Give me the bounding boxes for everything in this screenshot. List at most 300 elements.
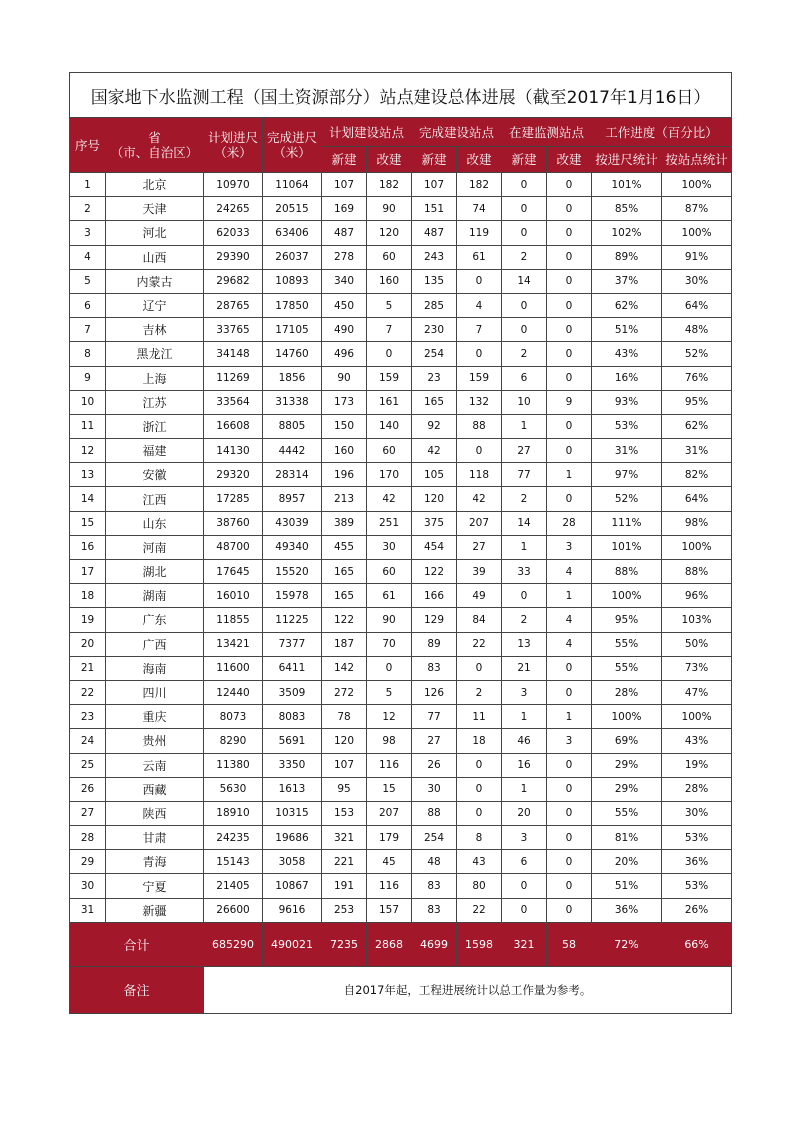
- table-cell: 16: [502, 753, 547, 777]
- table-cell: 0: [367, 656, 412, 680]
- note-row: [70, 966, 732, 1013]
- table-cell: 0: [547, 874, 592, 898]
- province-cell: 湖北: [106, 560, 204, 584]
- total-cell: 1598: [457, 922, 502, 966]
- header-plan-sites: 计划建设站点: [322, 118, 412, 147]
- table-cell: 0: [547, 680, 592, 704]
- table-cell: 33564: [204, 390, 263, 414]
- table-cell: 27: [502, 439, 547, 463]
- table-cell: 111%: [592, 511, 662, 535]
- table-row: [70, 898, 732, 922]
- table-cell: 29: [70, 850, 106, 874]
- table-cell: 20515: [263, 197, 322, 221]
- table-cell: 30: [412, 777, 457, 801]
- table-cell: 90: [367, 608, 412, 632]
- table-cell: 16608: [204, 414, 263, 438]
- table-cell: 29%: [592, 753, 662, 777]
- table-cell: 8957: [263, 487, 322, 511]
- table-cell: 122: [412, 560, 457, 584]
- table-cell: 93%: [592, 390, 662, 414]
- table-cell: 27: [412, 729, 457, 753]
- table-cell: 10315: [263, 801, 322, 825]
- table-cell: 455: [322, 535, 367, 559]
- table-cell: 0: [457, 753, 502, 777]
- province-cell: 新疆: [106, 898, 204, 922]
- table-row: [70, 342, 732, 366]
- table-cell: 1856: [263, 366, 322, 390]
- table-cell: 5: [70, 269, 106, 293]
- table-row: [70, 850, 732, 874]
- table-cell: 90: [367, 197, 412, 221]
- table-cell: 159: [457, 366, 502, 390]
- table-cell: 0: [547, 826, 592, 850]
- total-label: 合计: [70, 922, 204, 966]
- table-cell: 0: [502, 293, 547, 317]
- table-cell: 39: [457, 560, 502, 584]
- province-cell: 甘肃: [106, 826, 204, 850]
- table-cell: 100%: [662, 173, 732, 197]
- table-cell: 23: [70, 705, 106, 729]
- table-cell: 389: [322, 511, 367, 535]
- table-cell: 42: [457, 487, 502, 511]
- header-province-line1: 省: [148, 130, 161, 145]
- table-row: [70, 584, 732, 608]
- table-cell: 0: [502, 197, 547, 221]
- table-cell: 88: [457, 414, 502, 438]
- table-cell: 5: [367, 680, 412, 704]
- table-cell: 1: [502, 414, 547, 438]
- table-cell: 142: [322, 656, 367, 680]
- table-cell: 10: [70, 390, 106, 414]
- table-row: [70, 245, 732, 269]
- table-cell: 4: [70, 245, 106, 269]
- table-cell: 182: [367, 173, 412, 197]
- table-row: [70, 729, 732, 753]
- table-cell: 15143: [204, 850, 263, 874]
- table-cell: 10: [502, 390, 547, 414]
- table-cell: 84: [457, 608, 502, 632]
- table-cell: 375: [412, 511, 457, 535]
- table-cell: 21405: [204, 874, 263, 898]
- table-cell: 45: [367, 850, 412, 874]
- table-cell: 30: [367, 535, 412, 559]
- table-cell: 24265: [204, 197, 263, 221]
- table-cell: 46: [502, 729, 547, 753]
- table-cell: 15: [70, 511, 106, 535]
- table-cell: 60: [367, 439, 412, 463]
- table-cell: 0: [547, 850, 592, 874]
- table-cell: 105: [412, 463, 457, 487]
- table-cell: 2: [502, 608, 547, 632]
- progress-sheet: [69, 72, 731, 1014]
- table-cell: 19686: [263, 826, 322, 850]
- table-cell: 230: [412, 318, 457, 342]
- table-cell: 90: [322, 366, 367, 390]
- table-cell: 7: [457, 318, 502, 342]
- header-by-length: 按进尺统计: [592, 147, 662, 173]
- table-cell: 107: [322, 173, 367, 197]
- table-cell: 4: [547, 608, 592, 632]
- table-row: [70, 269, 732, 293]
- table-cell: 157: [367, 898, 412, 922]
- table-cell: 31: [70, 898, 106, 922]
- table-cell: 14: [502, 269, 547, 293]
- province-cell: 江苏: [106, 390, 204, 414]
- header-building-rebuild: 改建: [547, 147, 592, 173]
- table-cell: 10970: [204, 173, 263, 197]
- table-cell: 0: [547, 342, 592, 366]
- table-cell: 88%: [592, 560, 662, 584]
- table-cell: 34148: [204, 342, 263, 366]
- header-seq: 序号: [70, 118, 106, 173]
- table-cell: 26600: [204, 898, 263, 922]
- table-cell: 29%: [592, 777, 662, 801]
- table-cell: 14: [502, 511, 547, 535]
- table-row: [70, 463, 732, 487]
- header-done-length: [263, 118, 322, 173]
- table-cell: 4: [547, 560, 592, 584]
- table-cell: 31%: [592, 439, 662, 463]
- table-cell: 17645: [204, 560, 263, 584]
- table-cell: 102%: [592, 221, 662, 245]
- table-cell: 11: [457, 705, 502, 729]
- table-cell: 1: [70, 173, 106, 197]
- table-cell: 48700: [204, 535, 263, 559]
- table-cell: 26%: [662, 898, 732, 922]
- table-cell: 160: [367, 269, 412, 293]
- table-cell: 76%: [662, 366, 732, 390]
- table-cell: 150: [322, 414, 367, 438]
- table-cell: 187: [322, 632, 367, 656]
- table-cell: 2: [502, 245, 547, 269]
- table-cell: 33: [502, 560, 547, 584]
- table-cell: 7: [367, 318, 412, 342]
- table-cell: 28: [547, 511, 592, 535]
- table-cell: 29320: [204, 463, 263, 487]
- table-cell: 74: [457, 197, 502, 221]
- table-cell: 107: [412, 173, 457, 197]
- table-cell: 100%: [592, 705, 662, 729]
- table-cell: 4: [457, 293, 502, 317]
- table-cell: 0: [502, 221, 547, 245]
- total-cell: 7235: [322, 922, 367, 966]
- table-cell: 140: [367, 414, 412, 438]
- table-cell: 160: [322, 439, 367, 463]
- table-cell: 96%: [662, 584, 732, 608]
- table-cell: 1: [547, 705, 592, 729]
- table-cell: 97%: [592, 463, 662, 487]
- note-text: 自2017年起，工程进展统计以总工作量为参考。: [204, 966, 732, 1013]
- table-cell: 166: [412, 584, 457, 608]
- province-cell: 湖南: [106, 584, 204, 608]
- table-cell: 119: [457, 221, 502, 245]
- table-cell: 5691: [263, 729, 322, 753]
- table-cell: 27: [70, 801, 106, 825]
- table-cell: 88: [412, 801, 457, 825]
- table-cell: 43: [457, 850, 502, 874]
- table-cell: 0: [547, 197, 592, 221]
- table-cell: 61: [367, 584, 412, 608]
- total-cell: 66%: [662, 922, 732, 966]
- table-cell: 83: [412, 874, 457, 898]
- table-cell: 0: [457, 342, 502, 366]
- table-cell: 1: [502, 777, 547, 801]
- table-cell: 69%: [592, 729, 662, 753]
- province-cell: 广东: [106, 608, 204, 632]
- table-row: [70, 439, 732, 463]
- table-row: [70, 705, 732, 729]
- province-cell: 浙江: [106, 414, 204, 438]
- table-cell: 14: [70, 487, 106, 511]
- table-cell: 207: [457, 511, 502, 535]
- table-cell: 26037: [263, 245, 322, 269]
- table-cell: 0: [547, 366, 592, 390]
- table-cell: 0: [547, 898, 592, 922]
- table-cell: 43%: [592, 342, 662, 366]
- table-cell: 8073: [204, 705, 263, 729]
- table-cell: 28314: [263, 463, 322, 487]
- table-cell: 6: [502, 366, 547, 390]
- table-cell: 165: [322, 584, 367, 608]
- table-cell: 3: [502, 826, 547, 850]
- province-cell: 山西: [106, 245, 204, 269]
- table-cell: 1: [502, 705, 547, 729]
- table-cell: 132: [457, 390, 502, 414]
- table-cell: 13: [502, 632, 547, 656]
- table-cell: 101%: [592, 173, 662, 197]
- table-cell: 278: [322, 245, 367, 269]
- table-cell: 272: [322, 680, 367, 704]
- table-cell: 12440: [204, 680, 263, 704]
- table-cell: 7377: [263, 632, 322, 656]
- header-building-new: 新建: [502, 147, 547, 173]
- table-cell: 0: [367, 342, 412, 366]
- table-cell: 15978: [263, 584, 322, 608]
- table-cell: 30%: [662, 801, 732, 825]
- table-cell: 26: [70, 777, 106, 801]
- header-plan-length: [204, 118, 263, 173]
- table-cell: 20: [502, 801, 547, 825]
- table-cell: 454: [412, 535, 457, 559]
- table-cell: 95%: [662, 390, 732, 414]
- table-cell: 0: [547, 245, 592, 269]
- table-cell: 36%: [662, 850, 732, 874]
- table-cell: 47%: [662, 680, 732, 704]
- table-cell: 100%: [662, 705, 732, 729]
- table-row: [70, 632, 732, 656]
- table-cell: 3: [502, 680, 547, 704]
- table-cell: 14130: [204, 439, 263, 463]
- header-done-sites: 完成建设站点: [412, 118, 502, 147]
- table-cell: 21: [502, 656, 547, 680]
- table-cell: 196: [322, 463, 367, 487]
- table-cell: 2: [457, 680, 502, 704]
- table-cell: 55%: [592, 632, 662, 656]
- table-cell: 53%: [662, 826, 732, 850]
- table-cell: 116: [367, 753, 412, 777]
- table-cell: 82%: [662, 463, 732, 487]
- table-cell: 20%: [592, 850, 662, 874]
- table-cell: 55%: [592, 801, 662, 825]
- total-cell: 58: [547, 922, 592, 966]
- table-cell: 5: [367, 293, 412, 317]
- table-cell: 3: [547, 729, 592, 753]
- table-cell: 161: [367, 390, 412, 414]
- table-cell: 77: [412, 705, 457, 729]
- table-cell: 91%: [662, 245, 732, 269]
- table-cell: 0: [502, 874, 547, 898]
- table-cell: 95%: [592, 608, 662, 632]
- table-body: [70, 173, 732, 923]
- table-cell: 33765: [204, 318, 263, 342]
- table-cell: 17: [70, 560, 106, 584]
- table-cell: 0: [457, 656, 502, 680]
- table-cell: 60: [367, 245, 412, 269]
- table-cell: 2: [502, 487, 547, 511]
- table-cell: 3350: [263, 753, 322, 777]
- table-row: [70, 777, 732, 801]
- progress-table: [69, 72, 732, 1014]
- header-done-new: 新建: [412, 147, 457, 173]
- table-cell: 21: [70, 656, 106, 680]
- table-cell: 11600: [204, 656, 263, 680]
- table-cell: 8: [457, 826, 502, 850]
- table-cell: 43%: [662, 729, 732, 753]
- table-cell: 36%: [592, 898, 662, 922]
- table-cell: 170: [367, 463, 412, 487]
- table-cell: 9: [70, 366, 106, 390]
- province-cell: 贵州: [106, 729, 204, 753]
- table-cell: 207: [367, 801, 412, 825]
- table-cell: 11269: [204, 366, 263, 390]
- table-cell: 87%: [662, 197, 732, 221]
- table-cell: 89: [412, 632, 457, 656]
- table-cell: 8: [70, 342, 106, 366]
- province-cell: 重庆: [106, 705, 204, 729]
- table-cell: 103%: [662, 608, 732, 632]
- table-cell: 26: [412, 753, 457, 777]
- table-cell: 101%: [592, 535, 662, 559]
- table-cell: 62033: [204, 221, 263, 245]
- table-cell: 118: [457, 463, 502, 487]
- province-cell: 青海: [106, 850, 204, 874]
- header-building-sites: 在建监测站点: [502, 118, 592, 147]
- table-cell: 53%: [592, 414, 662, 438]
- table-cell: 100%: [662, 535, 732, 559]
- table-cell: 22: [70, 680, 106, 704]
- table-cell: 51%: [592, 874, 662, 898]
- table-row: [70, 874, 732, 898]
- table-cell: 63406: [263, 221, 322, 245]
- table-cell: 487: [412, 221, 457, 245]
- header-plan-rebuild: 改建: [367, 147, 412, 173]
- header-by-sites: 按站点统计: [662, 147, 732, 173]
- table-cell: 159: [367, 366, 412, 390]
- table-cell: 15520: [263, 560, 322, 584]
- table-cell: 0: [547, 753, 592, 777]
- table-cell: 27: [457, 535, 502, 559]
- table-row: [70, 511, 732, 535]
- table-cell: 83: [412, 898, 457, 922]
- table-cell: 18: [70, 584, 106, 608]
- table-row: [70, 753, 732, 777]
- table-cell: 3: [547, 535, 592, 559]
- province-cell: 内蒙古: [106, 269, 204, 293]
- table-row: [70, 197, 732, 221]
- table-cell: 98: [367, 729, 412, 753]
- header-progress: 工作进度（百分比）: [592, 118, 732, 147]
- table-cell: 17850: [263, 293, 322, 317]
- table-cell: 38760: [204, 511, 263, 535]
- table-cell: 1613: [263, 777, 322, 801]
- table-cell: 28765: [204, 293, 263, 317]
- table-cell: 62%: [662, 414, 732, 438]
- table-cell: 169: [322, 197, 367, 221]
- table-cell: 496: [322, 342, 367, 366]
- table-cell: 11: [70, 414, 106, 438]
- table-cell: 0: [457, 439, 502, 463]
- header-plan-length-line2: （米）: [214, 145, 252, 160]
- table-cell: 3058: [263, 850, 322, 874]
- table-cell: 42: [367, 487, 412, 511]
- total-row: [70, 922, 732, 966]
- province-cell: 黑龙江: [106, 342, 204, 366]
- table-cell: 0: [547, 439, 592, 463]
- table-row: [70, 390, 732, 414]
- table-cell: 11855: [204, 608, 263, 632]
- table-cell: 0: [502, 173, 547, 197]
- table-cell: 2: [502, 342, 547, 366]
- table-cell: 221: [322, 850, 367, 874]
- table-cell: 52%: [662, 342, 732, 366]
- table-cell: 3509: [263, 680, 322, 704]
- table-cell: 1: [502, 535, 547, 559]
- province-cell: 福建: [106, 439, 204, 463]
- table-cell: 8805: [263, 414, 322, 438]
- table-cell: 11380: [204, 753, 263, 777]
- table-cell: 24235: [204, 826, 263, 850]
- table-cell: 60: [367, 560, 412, 584]
- total-cell: 685290: [204, 922, 263, 966]
- table-cell: 22: [457, 898, 502, 922]
- total-cell: 2868: [367, 922, 412, 966]
- table-cell: 9616: [263, 898, 322, 922]
- table-cell: 120: [367, 221, 412, 245]
- table-cell: 0: [457, 801, 502, 825]
- header-done-length-line1: 完成进尺: [266, 130, 317, 145]
- table-cell: 64%: [662, 293, 732, 317]
- table-cell: 0: [547, 269, 592, 293]
- table-cell: 122: [322, 608, 367, 632]
- table-cell: 153: [322, 801, 367, 825]
- table-cell: 12: [367, 705, 412, 729]
- table-cell: 0: [547, 293, 592, 317]
- province-cell: 宁夏: [106, 874, 204, 898]
- table-cell: 19%: [662, 753, 732, 777]
- table-cell: 18910: [204, 801, 263, 825]
- table-cell: 92: [412, 414, 457, 438]
- table-row: [70, 680, 732, 704]
- table-cell: 253: [322, 898, 367, 922]
- table-cell: 6: [70, 293, 106, 317]
- table-cell: 254: [412, 342, 457, 366]
- table-cell: 213: [322, 487, 367, 511]
- table-cell: 100%: [592, 584, 662, 608]
- table-cell: 1: [547, 584, 592, 608]
- note-label: 备注: [70, 966, 204, 1013]
- table-cell: 51%: [592, 318, 662, 342]
- table-cell: 89%: [592, 245, 662, 269]
